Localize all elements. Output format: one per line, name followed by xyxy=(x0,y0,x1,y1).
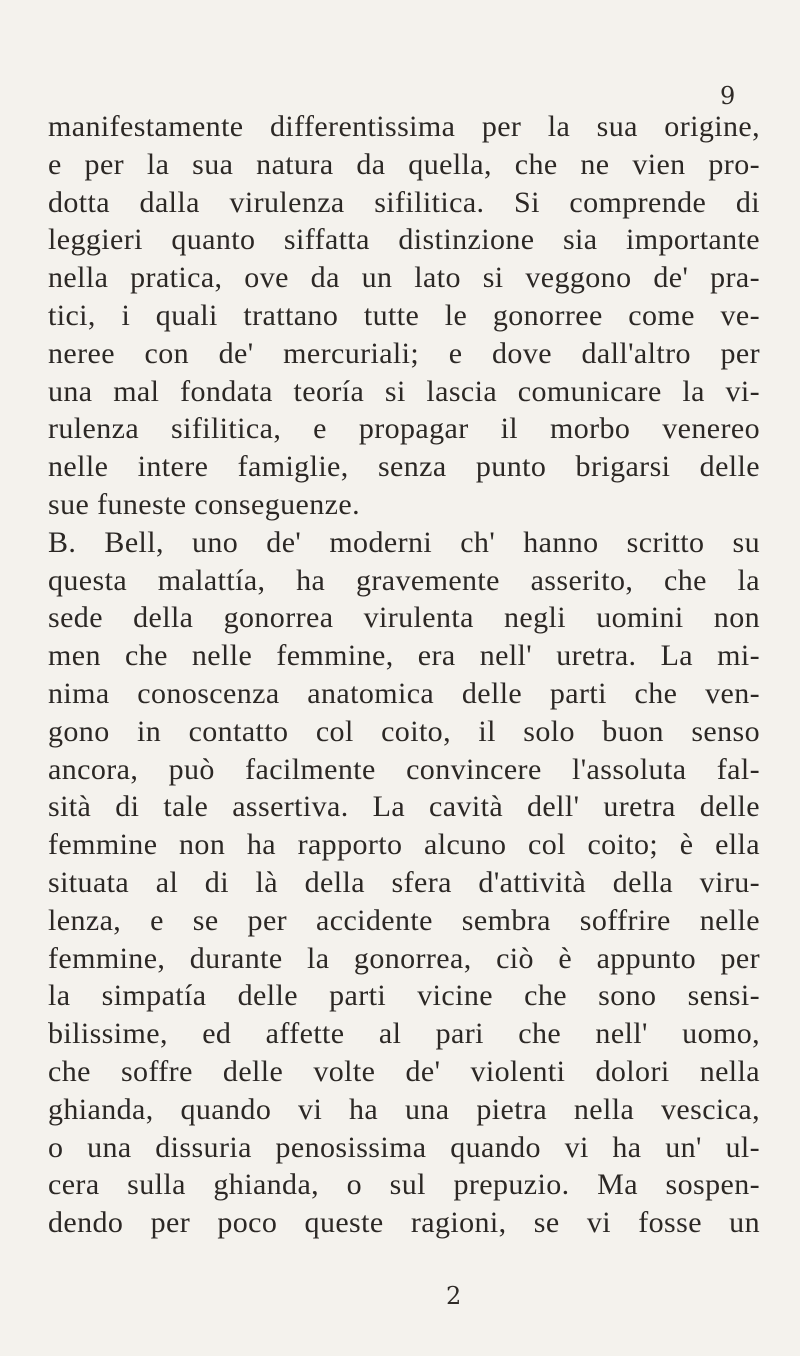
text-line: B. Bell, uno de' moderni ch' hanno scritto su xyxy=(48,525,760,559)
text-line: gono in contatto col coito, il solo buon senso xyxy=(48,714,760,748)
text-line: nima conoscenza anatomica delle parti che ven- xyxy=(48,676,760,710)
text-line: dotta dalla virulenza sifilitica. Si comprende di xyxy=(48,185,760,219)
text-line: lenza, e se per accidente sembra soffrire nelle xyxy=(48,903,760,937)
body-text xyxy=(48,108,760,1242)
text-line: nelle intere famiglie, senza punto brigarsi delle xyxy=(48,450,760,484)
page-number: 9 xyxy=(720,82,736,110)
text-line: sue funeste conseguenze. xyxy=(48,487,360,521)
text-line: la simpatía delle parti vicine che sono sensi- xyxy=(48,979,760,1013)
text-line: una mal fondata teoría si lascia comunicare la vi- xyxy=(48,374,760,408)
text-line: e per la sua natura da quella, che ne vien pro- xyxy=(48,147,760,181)
text-line: sede della gonorrea virulenta negli uomini non xyxy=(48,601,760,635)
text-line: o una dissuria penosissima quando vi ha un' ul- xyxy=(48,1130,760,1164)
text-line: dendo per poco queste ragioni, se vi fosse un xyxy=(48,1206,760,1240)
text-line: bilissime, ed affette al pari che nell' uomo, xyxy=(48,1017,760,1051)
text-line: ancora, può facilmente convincere l'assoluta fal- xyxy=(48,752,760,786)
text-line: leggieri quanto siffatta distinzione sia importante xyxy=(48,223,760,257)
text-line: tici, i quali trattano tutte le gonorree come ve- xyxy=(48,298,760,332)
text-line: manifestamente differentissima per la sua origine, xyxy=(48,110,760,143)
text-line: femmine, durante la gonorrea, ciò è appunto per xyxy=(48,941,760,975)
text-line: che soffre delle volte de' violenti dolori nella xyxy=(48,1054,760,1088)
text-line: ghianda, quando vi ha una pietra nella vescica, xyxy=(48,1092,760,1126)
text-line: questa malattía, ha gravemente asserito, che la xyxy=(48,563,760,597)
text-line: sità di tale assertiva. La cavità dell' uretra delle xyxy=(48,790,760,824)
text-line: men che nelle femmine, era nell' uretra. La mi- xyxy=(48,639,760,673)
text-line: cera sulla ghianda, o sul prepuzio. Ma sospen- xyxy=(48,1168,760,1202)
text-line: rulenza sifilitica, e propagar il morbo venereo xyxy=(48,412,760,446)
text-line: femmine non ha rapporto alcuno col coito; è ella xyxy=(48,828,760,862)
text-line: nella pratica, ove da un lato si veggono de' pra- xyxy=(48,261,760,295)
signature-mark: 2 xyxy=(446,1282,462,1310)
text-line: situata al di là della sfera d'attività della viru- xyxy=(48,865,760,899)
text-line: neree con de' mercuriali; e dove dall'altro per xyxy=(48,336,760,370)
